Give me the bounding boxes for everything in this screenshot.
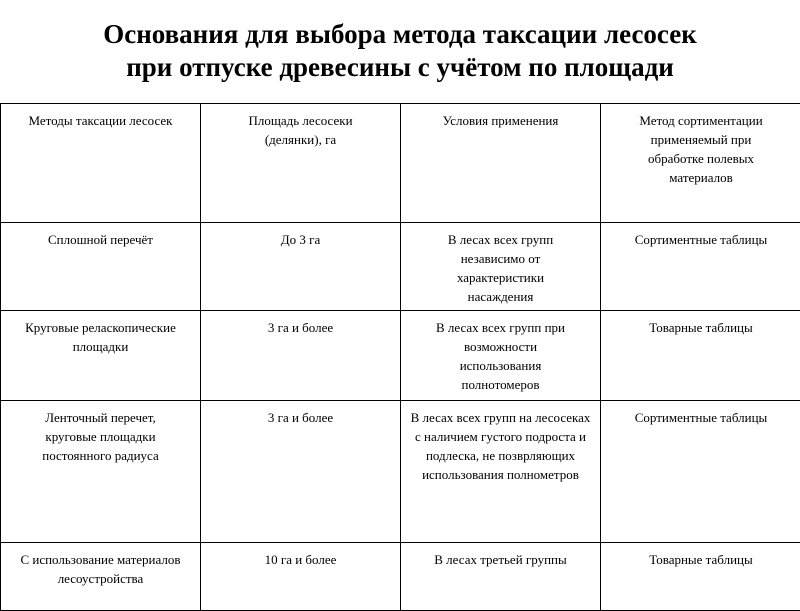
table-cell: Круговые реласкопические площадки xyxy=(1,311,201,401)
table-row xyxy=(1,543,800,611)
table-cell: 3 га и более xyxy=(201,401,401,543)
table-cell: Сортиментные таблицы xyxy=(601,223,800,311)
header-cell-methods: Методы таксации лесосек xyxy=(1,104,201,223)
table-cell: В лесах всех групп независимо от характеристики насаждения xyxy=(401,223,601,311)
table-cell: В лесах всех групп при возможности использования полнотомеров xyxy=(401,311,601,401)
header-cell-conditions: Условия применения xyxy=(401,104,601,223)
table-row xyxy=(1,311,800,401)
table-cell: 3 га и более xyxy=(201,311,401,401)
table-cell: С использование материалов лесоустройства xyxy=(1,543,201,611)
table-cell: В лесах третьей группы xyxy=(401,543,601,611)
page-title xyxy=(0,18,800,84)
table-cell: 10 га и более xyxy=(201,543,401,611)
table-cell: В лесах всех групп на лесосеках с наличием густого подроста и подлеска, не позврляющих использования полнометров xyxy=(401,401,601,543)
taxation-methods-table xyxy=(0,103,800,611)
table-cell: Ленточный перечет, круговые площадки постоянного радиуса xyxy=(1,401,201,543)
table-cell: До 3 га xyxy=(201,223,401,311)
title-line-2: при отпуске древесины с учётом по площади xyxy=(0,51,800,84)
header-cell-sorting-method: Метод сортиментации применяемый при обработке полевых материалов xyxy=(601,104,800,223)
header-cell-area: Площадь лесосеки (делянки), га xyxy=(201,104,401,223)
table-cell: Товарные таблицы xyxy=(601,543,800,611)
table-cell: Товарные таблицы xyxy=(601,311,800,401)
table-cell: Сплошной перечёт xyxy=(1,223,201,311)
title-line-1: Основания для выбора метода таксации лесосек xyxy=(0,18,800,51)
table-row xyxy=(1,223,800,311)
table-header-row xyxy=(1,104,800,223)
table-cell: Сортиментные таблицы xyxy=(601,401,800,543)
table-row xyxy=(1,401,800,543)
